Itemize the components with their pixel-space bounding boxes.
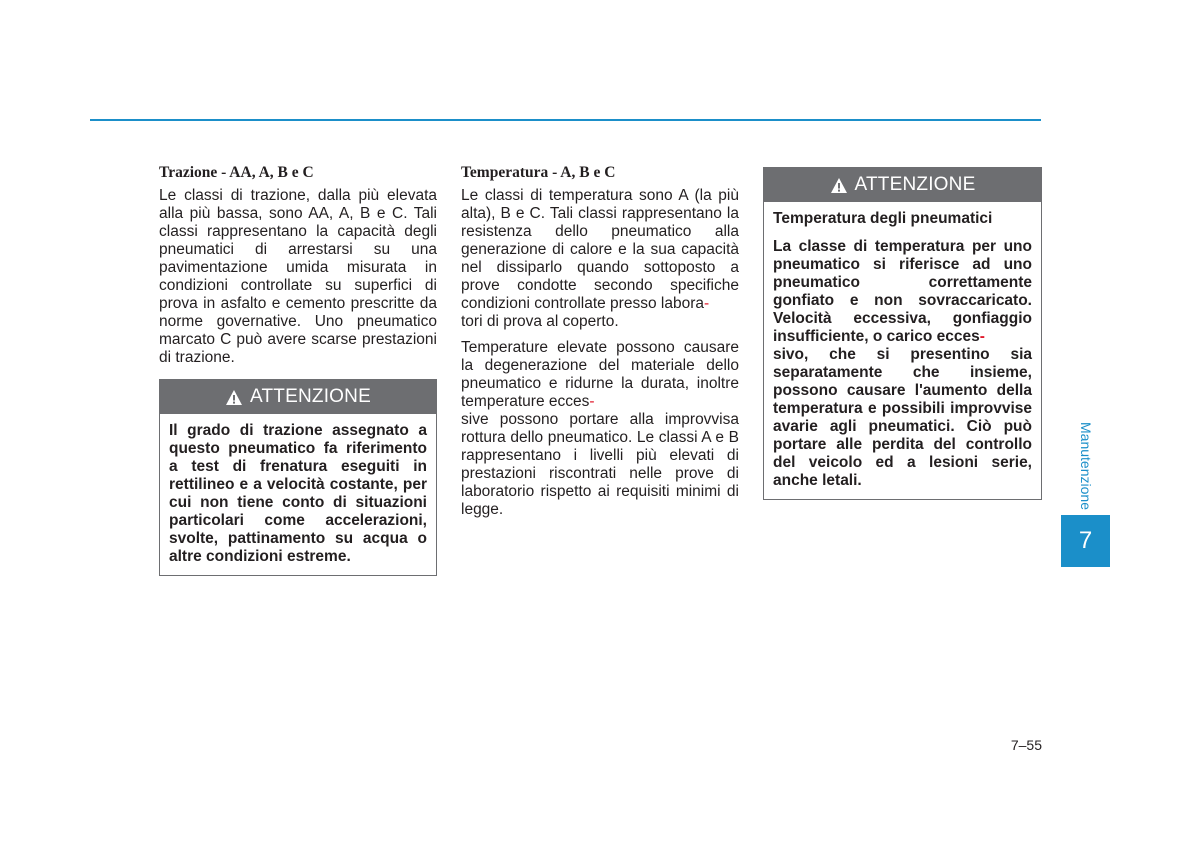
temperature-paragraph-2-text-b: sive possono portare alla improvvisa rottura dello pneumatico. Le classi A e B rappresentano i livelli più elevati di prestazioni riscontrati nelle prove di laboratorio rispetto ai requisiti minimi di legge.: [461, 411, 739, 518]
warning-subtitle: Temperatura degli pneumatici: [773, 210, 993, 227]
warning-text-a: La classe di temperatura per uno pneumatico si riferisce ad uno pneumatico correttamente gonfiato e non sovraccaricato. Velocità eccessiva, gonfiaggio insufficiente, o carico ecces: [773, 238, 1032, 345]
page-number: 7–55: [1010, 737, 1042, 753]
warning-title: ATTENZIONE: [250, 386, 371, 407]
warning-text: Il grado di trazione assegnato a questo pneumatico fa riferimento a test di frenatura eseguiti in rettilineo e a velocità costante, per cui non tiene conto di situazioni particolari come accelerazioni, svolte, pattinamento su acqua o altre condizioni estreme.: [169, 422, 427, 565]
temperature-heading: Temperatura - A, B e C: [461, 164, 616, 181]
traction-warning-box: [159, 379, 437, 576]
warning-triangle-icon: [225, 389, 243, 406]
warning-text-b: sivo, che si presentino sia separatamente che insieme, possono causare l'aumento della temperatura e possibili improvvise avarie agli pneumatici. Ciò può portare alle perdita del controllo del veicolo ed a lesioni serie, anche letali.: [773, 346, 1032, 489]
chapter-label: Manutenzione: [1078, 422, 1094, 510]
temperature-paragraph-1: [461, 187, 739, 331]
warning-triangle-icon: [830, 177, 848, 194]
traction-section: [159, 163, 437, 367]
temperature-section: [461, 163, 739, 519]
hyphen-mark: -: [979, 328, 985, 345]
temperature-paragraph-2: [461, 339, 739, 519]
chapter-tab[interactable]: 7: [1061, 515, 1110, 567]
temperature-warning-box: [763, 167, 1042, 500]
warning-body: [160, 414, 436, 575]
hyphen-mark: -: [589, 393, 595, 410]
header-rule: [90, 119, 1041, 121]
warning-header: [764, 168, 1041, 202]
temperature-paragraph-2-text-a: Temperature elevate possono causare la degenerazione del materiale dello pneumatico e ridurne la durata, inoltre temperature ecces: [461, 339, 739, 410]
traction-heading: Trazione - AA, A, B e C: [159, 164, 314, 181]
temperature-paragraph-1-text-b: tori di prova al coperto.: [461, 313, 619, 330]
hyphen-mark: -: [703, 295, 710, 312]
warning-header: [160, 380, 436, 414]
warning-text: [773, 238, 1032, 490]
warning-title: ATTENZIONE: [854, 174, 976, 195]
temperature-paragraph-1-text-a: Le classi di temperatura sono A (la più alta), B e C. Tali classi rappresentano la resistenza dello pneumatico alla generazione di calore e la sua capacità nel dissiparlo quando sottoposto a prove condotte secondo specifiche condizioni controllate presso labora: [461, 187, 739, 312]
warning-body: [764, 202, 1041, 499]
traction-paragraph: Le classi di trazione, dalla più elevata alla più bassa, sono AA, A, B e C. Tali classi rappresentano la capacità degli pneumatici di arrestarsi su una pavimentazione umida misurata in condizioni controllate su superfici di prova in asfalto e cemento prescritte da norme governative. Uno pneumatico marcato C può avere scarse prestazioni di trazione.: [159, 187, 437, 366]
